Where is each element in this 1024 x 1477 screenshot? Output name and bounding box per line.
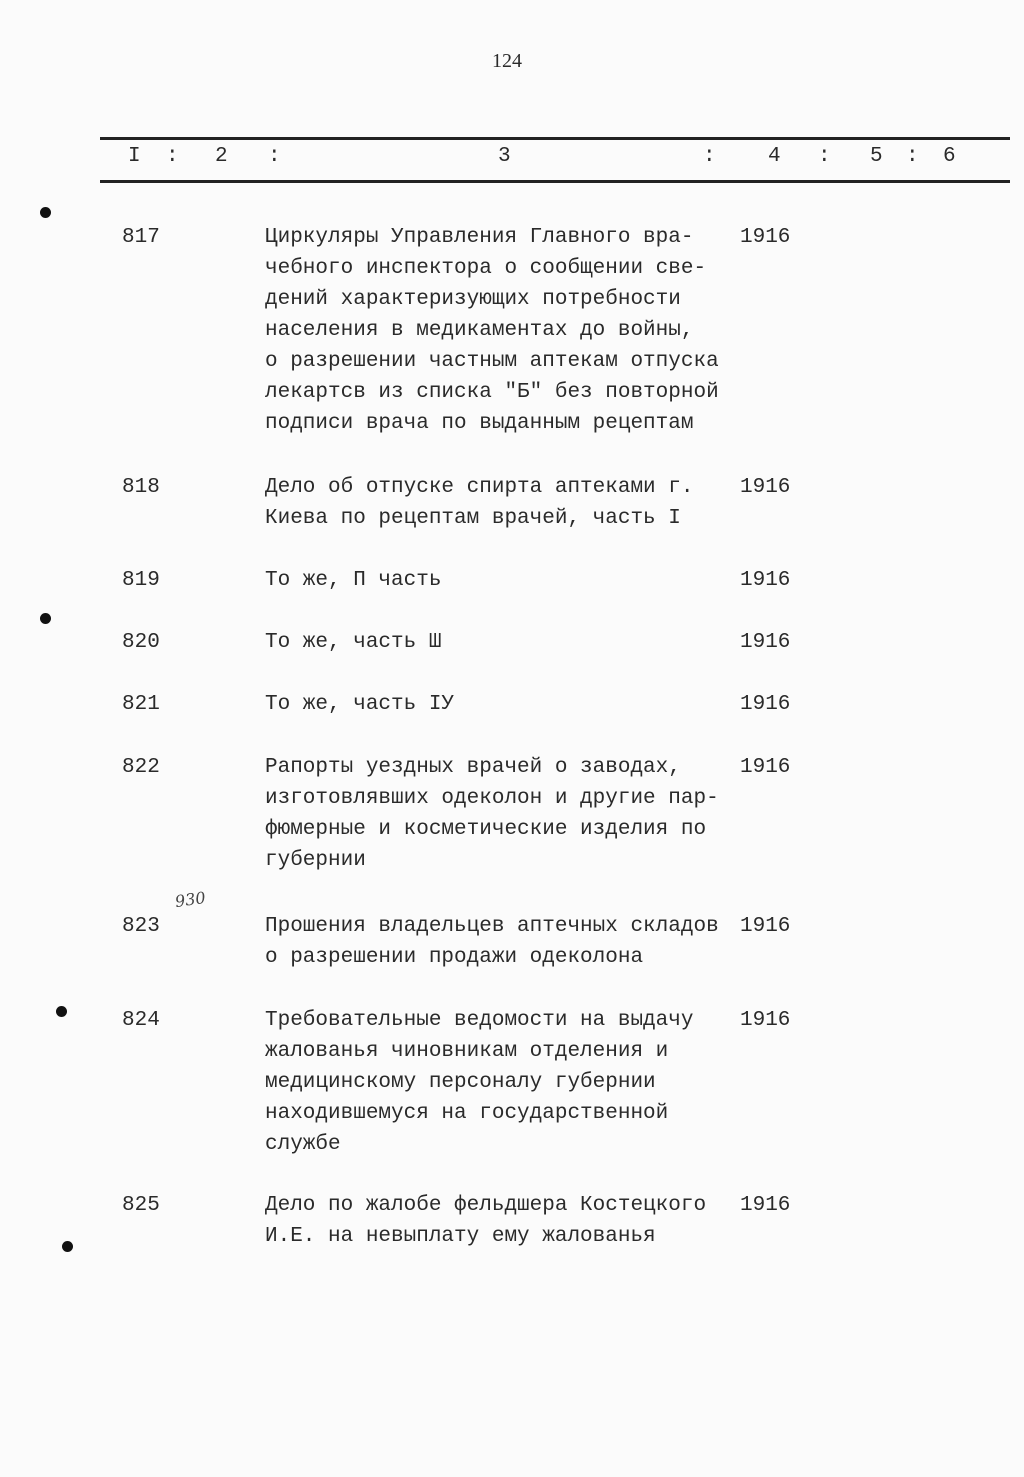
description-line: находившемуся на государственной <box>265 1102 669 1125</box>
item-number: 822 <box>122 756 160 779</box>
separator: : <box>166 145 179 168</box>
separator: : <box>268 145 281 168</box>
separator: : <box>906 145 919 168</box>
item-year: 1916 <box>740 1194 791 1217</box>
item-description <box>265 222 719 439</box>
item-year: 1916 <box>740 569 791 592</box>
separator: : <box>703 145 716 168</box>
description-line: подписи врача по выданным рецептам <box>265 412 694 435</box>
description-line: изготовлявших одеколон и другие пар- <box>265 787 719 810</box>
item-year: 1916 <box>740 756 791 779</box>
item-number: 821 <box>122 693 160 716</box>
description-line: Дело об отпуске спирта аптеками г. <box>265 476 694 499</box>
description-line: фюмерные и косметические изделия по <box>265 818 707 841</box>
column-2-label: 2 <box>215 145 228 168</box>
item-year: 1916 <box>740 631 791 654</box>
description-line: То же, часть IУ <box>265 693 455 716</box>
description-line: лекартсв из списка "Б" без повторной <box>265 381 719 404</box>
item-description <box>265 565 441 596</box>
item-number: 823 <box>122 915 160 938</box>
description-line: дений характеризующих потребности <box>265 288 681 311</box>
punch-hole-mark <box>40 207 51 218</box>
column-1-label: I <box>128 145 141 168</box>
item-year: 1916 <box>740 1009 791 1032</box>
header-bottom-rule <box>100 180 1010 183</box>
column-3-label: 3 <box>498 145 511 168</box>
description-line: населения в медикаментах до войны, <box>265 319 694 342</box>
description-line: о разрешении продажи одеколона <box>265 946 644 969</box>
description-line: Требовательные ведомости на выдачу <box>265 1009 694 1032</box>
punch-hole-mark <box>62 1241 73 1252</box>
item-description <box>265 752 719 876</box>
description-line: службе <box>265 1133 341 1156</box>
description-line: То же, часть Ш <box>265 631 442 654</box>
description-line: жалованья чиновникам отделения и <box>265 1040 669 1063</box>
description-line: чебного инспектора о сообщении све- <box>265 257 707 280</box>
separator: : <box>818 145 831 168</box>
item-description <box>265 472 693 534</box>
item-number: 817 <box>122 226 160 249</box>
description-line: губернии <box>265 849 366 872</box>
item-number: 820 <box>122 631 160 654</box>
punch-hole-mark <box>56 1006 67 1017</box>
item-year: 1916 <box>740 476 791 499</box>
column-6-label: 6 <box>943 145 956 168</box>
handwritten-note: 930 <box>173 887 207 912</box>
item-year: 1916 <box>740 226 791 249</box>
item-number: 818 <box>122 476 160 499</box>
column-5-label: 5 <box>870 145 883 168</box>
description-line: И.Е. на невыплату ему жалованья <box>265 1225 656 1248</box>
item-description <box>265 1190 706 1252</box>
description-line: Рапорты уездных врачей о заводах, <box>265 756 681 779</box>
item-number: 825 <box>122 1194 160 1217</box>
description-line: Киева по рецептам врачей, часть I <box>265 507 681 530</box>
page-number: 124 <box>492 50 522 72</box>
description-line: Циркуляры Управления Главного вра- <box>265 226 694 249</box>
description-line: Дело по жалобе фельдшера Костецкого <box>265 1194 707 1217</box>
item-year: 1916 <box>740 915 791 938</box>
item-description <box>265 911 719 973</box>
description-line: о разрешении частным аптекам отпуска <box>265 350 719 373</box>
header-top-rule <box>100 137 1010 140</box>
description-line: Прошения владельцев аптечных складов <box>265 915 719 938</box>
item-number: 824 <box>122 1009 160 1032</box>
item-description <box>265 1005 693 1160</box>
item-number: 819 <box>122 569 160 592</box>
item-description <box>265 689 454 720</box>
punch-hole-mark <box>40 613 51 624</box>
item-year: 1916 <box>740 693 791 716</box>
description-line: медицинскому персоналу губернии <box>265 1071 656 1094</box>
item-description <box>265 627 441 658</box>
column-header <box>100 145 1010 175</box>
description-line: То же, П часть <box>265 569 442 592</box>
column-4-label: 4 <box>768 145 781 168</box>
